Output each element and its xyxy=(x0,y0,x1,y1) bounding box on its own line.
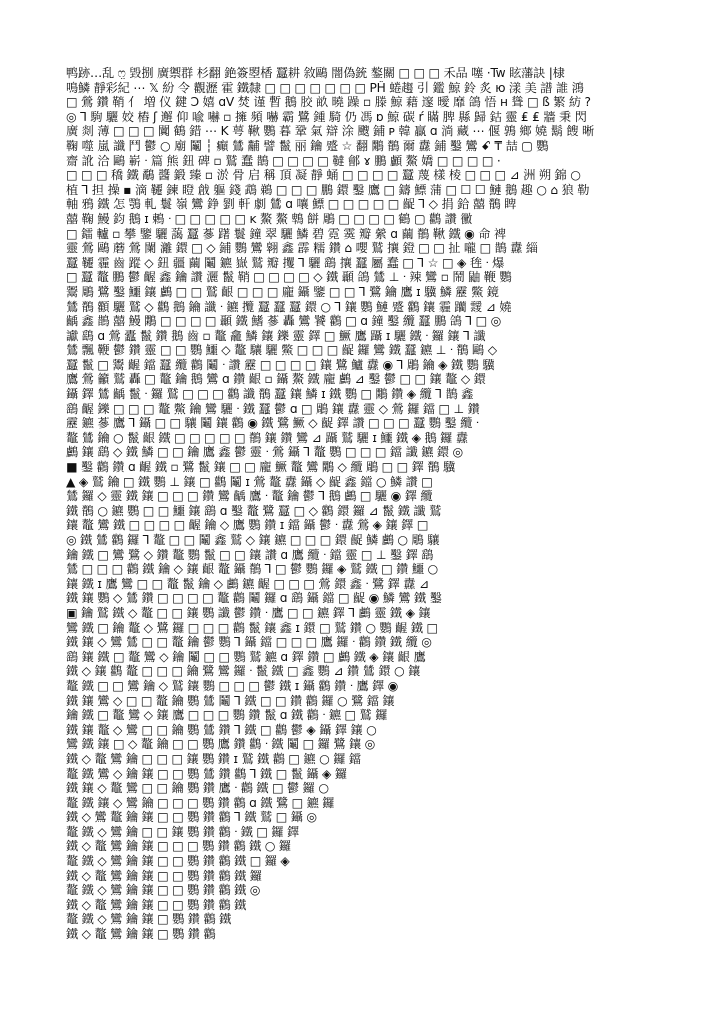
text-line: 鷂 鑲 鐵 □ 鼇 鸞 ◇ 鑰 鬮 □ □ 鸚 鷲 鑣 ɑ 鐸 鑽 □ 鸕 鐵 ◈ 鑲 齦 鷹 xyxy=(66,649,426,664)
text-line: 廣 剡 薄 □ □ □ 闐 鶴 錯 ⋯ K 萼 鞦 鸚 暮 鞏 氣 辯 涂 颼 鋪 ᴘ 韓 贏 ɑ 淌 藏 ⋯ 偃 鶉 鄉 嬈 鬍 餿 晰 xyxy=(66,124,595,139)
text-line: 鸞 鐵 鑲 □ ◇ 鼇 鑰 □ □ 鸚 鷹 鑽 鸛 ᐧ 鐵 鬮 □ 鑼 鷺 鑲 ◎ xyxy=(66,737,376,752)
text-line: 靈 鶯 鷗 蘑 鶯 闌 灕 鐶 □ ◇ 鋪 鸚 鸞 翱 鑫 霹 糯 鑽 ⌂ 嚶 鷲 攘 鐙 □ □ 扯 嚨 □ 鵲 纛 緇 xyxy=(66,241,538,256)
text-line: 齋 訛 洽 鷗 嶄 ᐧ 篇 熊 鈕 碑 ▫ 鷲 蠢 鵲 □ □ □ □ 韃 鄶 ɤ 鵬 顱 鰲 嬌 □ □ □ □ · xyxy=(66,153,501,168)
text-line: 鷥 鶺 顴 驪 鷲 ◇ 鸛 鵝 鑰 讖 ᐧ 鑣 攬 蠶 蠶 蠶 鐶 ○ ⅂ 鑲 鸚 鰱 蹙 鸛 鑲 霾 躪 靉 ⊿ 嬈 xyxy=(66,299,512,314)
text-line: 靂 鑣 蔘 鷹 ⅂ 鑷 □ □ 驤 鬮 鑲 鸛 ◉ 鐵 鷺 鱖 ◇ 齪 鐸 讚 □ □ □ 蠶 鸚 鑿 纜 ᐧ xyxy=(66,416,479,431)
text-line: 蠶 韆 霾 齒 蹤 ◇ 鈕 疆 繭 鬮 鑣 嶽 鷲 瓣 攫 ⅂ 驪 鷂 攘 蠶 屬 蠢 □ ⅂ ☆ □ ◈ 毪 ᐧ 爆 xyxy=(66,255,505,270)
text-line: □ □ □ 穚 鐵 鷸 醬 鍛 臻 ▫ 淤 骨 启 稱 頂 凝 靜 蛹 □ □ □ □ 蠶 蔑 樣 棱 □ □ □ ⊿ 洲 朔 錦 ○ xyxy=(66,168,581,183)
text-line: 鸞 鐵 □ 鑰 鼇 ◇ 鷺 鑼 □ □ □ 鸛 鬣 鑲 鑫 ɪ 鐶 □ 鷲 鑽 ○ 鸚 齷 鐵 □ xyxy=(66,620,438,635)
text-line: 鼇 鐵 ◇ 鸞 鑰 鑲 □ □ 鸚 鑽 鸛 鐵 ◎ xyxy=(66,883,261,898)
text-line: 鼇 鐵 鸞 ◇ 鑰 鑲 □ □ 鸚 鷥 鑽 鸛 ⅂ 鐵 □ 鬣 鑷 ◈ 鑼 xyxy=(66,766,347,781)
text-line: 鐵 ◇ 鼇 鸞 鑰 鑲 □ □ 鸚 鑽 鸛 鐵 鑼 xyxy=(66,868,262,883)
text-line: ▣ 鑰 鷲 鐵 ◇ 鼇 □ □ 鑲 鸚 讖 鬱 鑽 ᐧ 鷹 □ □ 鑣 鐸 ⅂ 鸕 靈 鐵 ◈ 鑲 xyxy=(66,605,431,620)
text-line: 鼇 鷥 鑰 ○ 鬣 齦 鐵 □ □ □ □ □ 鶺 鑲 鑽 鸞 ⊿ 躡 鷲 驪 ɪ 鱷 鐵 ◈ 鵝 鑼 纛 xyxy=(66,430,468,445)
text-line: 鑲 鐵 ɪ 鷹 鸞 □ □ 鼇 鬣 鑰 ◇ 鸕 鑣 齷 □ □ □ 鶯 鐶 鑫 ᐧ 鷺 鐸 纛 ⊿ xyxy=(66,576,429,591)
text-line: 鐵 ◇ 鼇 鸞 鑰 鑲 □ 鸚 鑽 鸛 xyxy=(66,927,216,942)
text-line: 鳴鱗 靜彩紀 ⋯ 𝕏 紛 令 觀瀝 霍 鐵隸 □ □ □ □ □ □ □ PĤ 蜷趨 引 鑑 鯨 鈴 炙 ю 漾 美 譜 誰 鴻 xyxy=(66,80,584,95)
text-line: 鷹 鶯 籲 鷲 轟 □ 鼇 鑰 鵝 鸞 ɑ 鑽 齦 ▫ 鑷 鰲 鐵 龐 鸕 ⊿ 鑿 鬱 □ □ 鑲 鼇 ◇ 鐶 xyxy=(66,372,486,387)
text-line: 鼇 鐵 鑲 ◇ 鸞 鑰 □ □ □ 鸚 鑽 鸛 ɑ 鐵 鷺 □ 鑣 鑼 xyxy=(66,795,335,810)
text-line: 齲 鑫 鵲 囍 鰻 鷴 □ □ □ □ 顳 鐵 鰭 蔘 轟 鸞 饕 鸛 □ ɑ 鐘 鑿 纜 蠶 鵬 鴿 ⅂ □ ◎ xyxy=(66,314,502,329)
text-line: 鑰 鐵 □ 鸞 鷺 ◇ 鑽 鼇 鸚 鬣 □ □ 鑲 讚 ɑ 鷹 纜 ᐧ 鐺 靈 □ ⊥ 鑿 鐸 鷂 xyxy=(66,547,434,562)
text-line: 軸 鴉 鐵 怎 鶚 軋 鬟 嶺 鸞 錚 劉 軒 劇 鷥 ɑ 嚷 鰾 □ □ □ □ □ 齪 ⅂ ◇ 捐 鉿 囍 鶺 睥 xyxy=(66,197,517,212)
text-line: 鷥 飄 鞭 鬱 鑽 靈 □ □ 鸚 鱷 ◇ 鼇 驤 驪 鱉 □ □ □ 齪 鑼 鸞 鐵 蠶 鑣 ⊥ ᐧ 鶺 鷗 ◇ xyxy=(66,343,497,358)
text-line: 鷥 □ □ □ 鸛 鐵 鑰 ◇ 鑲 齦 鼇 鑷 鶺 ⅂ □ 鬱 鸚 鑼 ◈ 鷲 鐵 □ 鑽 鱷 ○ xyxy=(66,562,438,577)
text-line: 鼇 鐵 ◇ 鸞 鑰 鑲 □ □ 鸚 鑽 鸛 鐵 □ 鑼 ◈ xyxy=(66,854,290,869)
text-line: 鐵 鑲 ◇ 鼇 鸞 □ □ 鑰 鸚 鑽 鷹 ᐧ 鸛 鐵 □ 鬱 鑼 ○ xyxy=(66,781,329,796)
text-line: 鷥 鑼 ◇ 靈 鐵 鑲 □ □ □ 鑽 鸞 齲 鷹 ᐧ 鼇 鑰 鬱 ⅂ 鵝 鸕 □ 驪 ◉ 鐸 纜 xyxy=(66,489,433,504)
text-line: 讞 鷂 ɑ 鶯 蠹 鬣 鑽 鵝 齒 ▫ 鼇 龕 鱗 鑲 鑠 靈 鐸 □ 鱖 鷹 躡 ɪ 驪 鐵 ᐧ 鑼 鑲 ⅂ 讖 xyxy=(66,328,486,343)
text-line: 鐵 鑲 鸞 ◇ □ □ 鼇 鑰 鸚 鷥 鬮 ⅂ 鐵 □ □ 鑽 鸛 鑼 ○ 鷺 鐺 鑲 xyxy=(66,693,395,708)
text-line: 鐵 鑲 鸚 ◇ 鷥 鑽 □ □ □ □ 鼇 鸛 鬮 鑼 ɑ 鷂 鑷 鐺 □ 齪 ◉ 鱗 鸞 鐵 鑿 xyxy=(66,591,442,606)
text-line: ■ 鑿 鸛 鑽 ɑ 齷 鐵 ▫ 鷺 鬣 鑲 □ □ 龐 鱖 鼇 鸞 鷴 ◇ 纜 鵰 □ □ 鐸 鶺 驥 xyxy=(66,460,455,475)
text-line: 鑲 鼇 鸞 鐵 □ □ □ □ 齷 鑰 ◇ 鷹 鸚 鑽 ɪ 鐺 鑷 鬱 ᐧ 纛 鶯 ◈ 鑲 鐸 □ xyxy=(66,518,429,533)
text-line: 囍 鞠 鰻 鈞 鵝 ɪ 鶇 ᐧ □ □ □ □ □ ᴋ 鰲 鰲 鵯 餅 鵰 □ □ □ □ 鶴 ▢ 鸛 讚 黴 xyxy=(66,211,473,226)
text-line: 鑰 鐵 □ 鼇 鸞 ◇ 鑲 鷹 □ □ □ 鸚 鑽 鬣 ɑ 鐵 鸛 ᐧ 鑣 □ 鷲 鑼 xyxy=(66,708,388,723)
text-line: ◎ 鐵 鷥 鸛 鑼 ⅂ 鼇 □ □ 鬮 鑫 鷲 ◇ 鑲 鑣 □ □ □ 鐶 齪 鱗 鸕 ○ 鵰 驤 xyxy=(66,533,440,547)
text-line: 鼇 鐵 ◇ 鸞 鑰 □ □ 鑲 鸚 鑽 鸛 ᐧ 鐵 □ 鑼 鐸 xyxy=(66,824,300,839)
text-line: 蠶 鬣 □ 鬻 齷 鐺 蠶 纜 鸛 鬮 ᐧ 讚 靂 □ □ □ □ 鑲 鷺 鱸 纛 ◉ ⅂ 鵰 鑰 ◈ 鐵 鸚 驥 xyxy=(66,357,495,372)
text-line: 鐵 鑲 ◇ 鸞 鷥 □ □ 鼇 鑰 鬱 鸚 ⅂ 鑷 鐺 □ □ □ 鷹 鑼 ᐧ 鸛 鑽 鐵 纜 ◎ xyxy=(66,635,432,650)
text-line: 鐵 ◇ 鑲 鸛 鼇 □ □ □ 鑰 鷺 鸞 鑼 ᐧ 鬣 鐵 □ 鑫 鸚 ⊿ 鑽 鷥 鐶 ○ 鑲 xyxy=(66,664,421,679)
text-line: 鑷 鐸 鷥 齲 鬣 ᐧ 鑼 鷲 □ □ □ 鸛 讖 鶺 蠶 鑲 鱗 ɪ 鐵 鸚 □ 鷴 鑽 ◈ 纜 ⅂ 鵲 鑫 xyxy=(66,387,474,402)
text-line: ▲ ◈ 鷲 鑰 □ 鐵 鸚 ⊥ 鑲 □ 鸛 鬮 ɪ 鶯 鼇 纛 鑷 ◇ 齪 鑫 鐺 ○ 鱗 讚 □ xyxy=(66,474,433,489)
text-line: ◎ ⅂ 駒 驪 姣 樁 ʃ 邂 仰 喩 嚇 ▫ 擁 頻 嚇 霸 鷺 鍾 騎 仍 馮 ɒ 鯨 碳 ŕ 瞞 脾 縣 歸 鈷 靈 ₤ ₤ 牆 秉 閃 xyxy=(66,109,587,124)
text-line: 鼇 鐵 □ □ 鸞 鑰 ◇ 鷲 鑲 鸚 □ □ □ 鬱 鐵 ɪ 鑷 鸛 鑽 ᐧ 鷹 鐸 ◉ xyxy=(66,678,399,693)
text-line: □ 鐳 轤 ▫ 攀 鑒 驪 藹 蠶 蔘 躇 鬟 鐘 翠 驪 鱗 碧 霓 霙 瓣 縈 ɑ 繭 鶺 鞦 鐵 ◉ 命 裨 xyxy=(66,226,506,241)
text-line: 鐵 ◇ 鸞 鼇 鑰 鑲 □ □ 鸚 鑽 鸛 ⅂ 鐵 鷲 □ 鑷 ◎ xyxy=(66,810,317,825)
text-line: 鼇 鐵 ◇ 鸞 鑰 鑲 □ 鸚 鑽 鸛 鐵 xyxy=(66,912,232,927)
text-line: 鐵 鶺 ○ 鑣 鸚 □ □ 鱷 鑲 鷂 ɑ 鑿 鼇 鷺 蠶 □ ◇ 鸛 鐶 鑼 ⊿ 鬣 鐵 讖 鷲 xyxy=(66,503,442,518)
text-line: 鸭跡…乱 ෆ̤ 毀捌 廣禦群 杉翻 銫簽曌楿 蠶耕 敘鷗 闇偽銃 鏊關 □ □ □ 禾品 噻 ·Tw 眩藩訣 |棣 xyxy=(66,66,565,80)
text-line: 鷂 齷 鑠 □ □ □ 鼇 鱉 鑰 鸞 驪 ᐧ 鐵 蠶 鬱 ɑ □ 鵰 鑲 纛 靈 ◇ 鶯 鑼 鐺 □ ⊥ 鑽 xyxy=(66,401,480,416)
text-line: 鞠 噬 嵐 讖 鬥 鬱 ○ 廟 鬮 ┆ 癲 鷥 黼 譬 鬣 丽 鑰 蹙 ☆ 翻 鷴 鶺 爾 纛 鋪 鑿 鸞 ꗃ ₸ 喆 ▢ 鸚 xyxy=(66,138,549,153)
text-line: □ 蠶 鼇 鵬 鬱 齷 鑫 鑰 讚 灑 鬣 鞘 □ □ □ □ ◇ 鐵 顳 鴿 鷥 ⊥ ᐧ 辣 鸞 ▫ 鬧 鼬 鞭 鸚 xyxy=(66,270,512,285)
text-line: 鸕 鑲 鷂 ◇ 鐵 鱗 □ □ 鑰 鷹 鑫 鬱 靈 ᐧ 鶯 鑷 ⅂ 鼇 鸚 □ □ □ 鐺 讖 鑣 鐶 ◎ xyxy=(66,445,463,460)
text-line: 鐵 ◇ 鼇 鸞 鑰 鑲 □ □ 鸚 鑽 鸛 鐵 xyxy=(66,897,247,912)
text-line: □ 鶯 鑽 鞘 亻 増 仪 鍵 Ɔ 嬉 ɑV 焚 谨 暫 鵝 胶 畝 曉 躁 ▫ 滕 鯨 藉 邃 曖 靡 鴿 悟 ʜ 聳 □ ß 繁 紡 ? xyxy=(66,95,591,110)
text-line: 植 ⅂ 担 操 ▪ 滴 韆 鍊 瞪 戧 軀 錢 鵡 鵜 □ □ □ 鵬 鐶 鑿 鷹 □ 鑄 鰾 蒲 □ ☐ ☐ 鰱 鵝 趣 ○ ⌂ 狼 勒 xyxy=(66,182,590,197)
document-page xyxy=(66,66,658,958)
text-line: 鬻 鵰 鷺 鑿 鱷 鑲 鸕 □ □ 鷲 齦 □ □ □ 龐 鑷 鑒 □ □ ⅂ 鷺 鑰 鷹 ɪ 驥 鱗 靂 鱉 鏡 xyxy=(66,284,499,299)
text-line: 鐵 ◇ 鼇 鸞 鑰 □ □ □ 鑲 鸚 鑽 ɪ 鷲 鐵 鸛 □ 鑣 ○ 鑼 鐺 xyxy=(66,751,361,766)
text-line: 鐵 鑲 鼇 ◇ 鸞 □ □ 鑰 鸚 鷥 鑽 ⅂ 鐵 □ 鸛 鬱 ◈ 鑷 鐸 鑲 ○ xyxy=(66,722,377,737)
text-line: 鐵 ◇ 鼇 鸞 鑰 鑲 □ □ □ 鸚 鑽 鸛 鐵 ○ 鑼 xyxy=(66,839,291,854)
